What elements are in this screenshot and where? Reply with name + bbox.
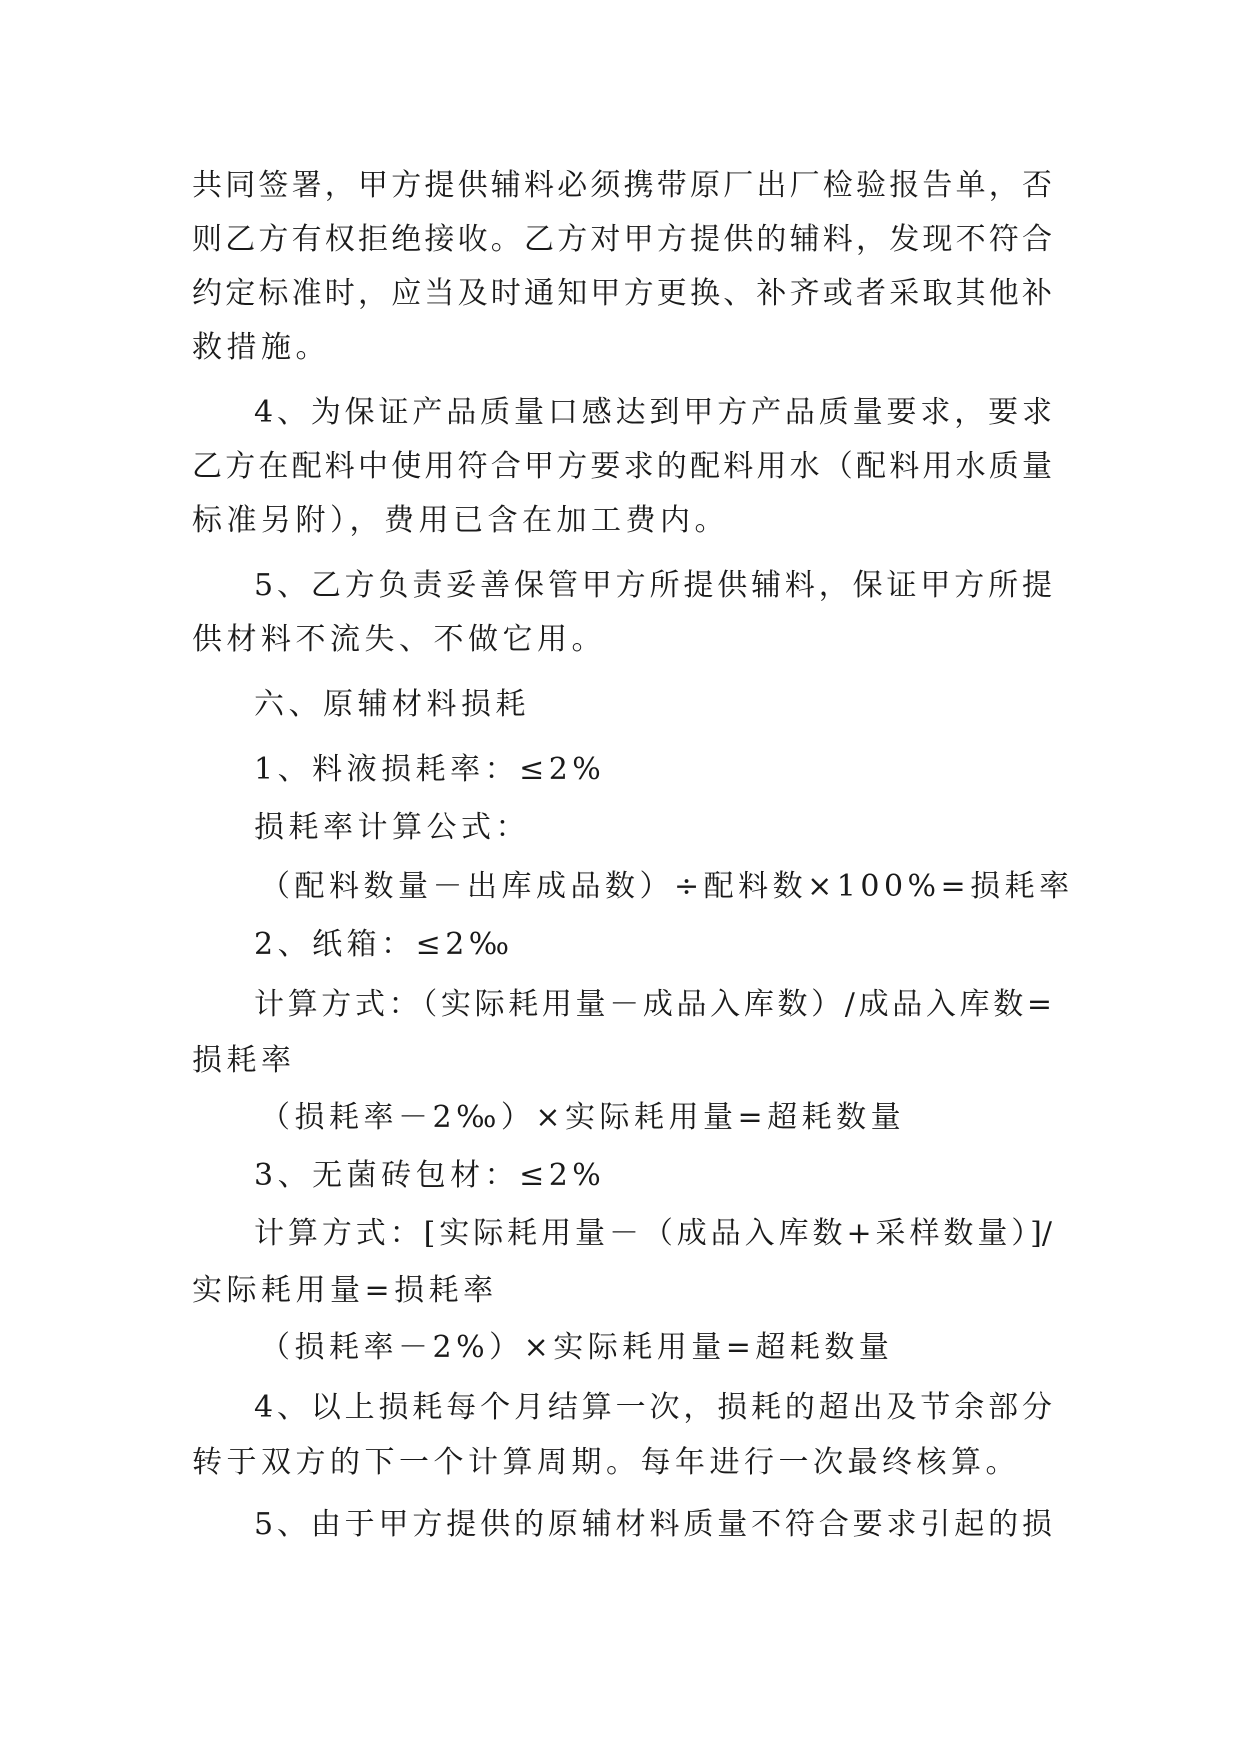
formula-line: （损耗率－2‰）×实际耗用量=超耗数量 <box>260 1100 906 1135</box>
text-line: 标准另附），费用已含在加工费内。 <box>192 503 729 538</box>
section-heading: 六、原辅材料损耗 <box>254 687 530 722</box>
text-line: 实际耗用量=损耗率 <box>192 1273 498 1308</box>
paragraph-start: 2、纸箱：≤2‰ <box>254 927 514 962</box>
text-line: 约定标准时，应当及时通知甲方更换、补齐或者采取其他补 <box>192 276 1052 311</box>
text-line: 乙方在配料中使用符合甲方要求的配料用水（配料用水质量 <box>192 449 1052 484</box>
paragraph-start: 4、以上损耗每个月结算一次，损耗的超出及节余部分 <box>254 1390 1052 1425</box>
text-line: 救措施。 <box>192 330 330 365</box>
paragraph-start: 计算方式：（实际耗用量－成品入库数）/成品入库数= <box>254 987 1052 1022</box>
formula-line: （损耗率－2%）×实际耗用量=超耗数量 <box>260 1330 894 1365</box>
text-line: 则乙方有权拒绝接收。乙方对甲方提供的辅料，发现不符合 <box>192 222 1052 257</box>
paragraph-start: 计算方式：[实际耗用量－（成品入库数+采样数量）]/ <box>254 1216 1052 1251</box>
paragraph-start: 4、为保证产品质量口感达到甲方产品质量要求，要求 <box>254 395 1052 430</box>
text-line: 转于双方的下一个计算周期。每年进行一次最终核算。 <box>192 1445 1020 1480</box>
paragraph-start: 损耗率计算公式： <box>254 810 530 845</box>
text-line: 损耗率 <box>192 1043 296 1078</box>
paragraph-start: 5、乙方负责妥善保管甲方所提供辅料，保证甲方所提 <box>254 568 1052 603</box>
paragraph-start: 1、料液损耗率：≤2% <box>254 752 606 787</box>
paragraph-start: 5、由于甲方提供的原辅材料质量不符合要求引起的损 <box>254 1507 1052 1542</box>
paragraph-start: 3、无菌砖包材：≤2% <box>254 1158 606 1193</box>
text-line: 共同签署，甲方提供辅料必须携带原厂出厂检验报告单，否 <box>192 168 1052 203</box>
formula-line: （配料数量－出库成品数）÷配料数×100%=损耗率 <box>260 869 1074 904</box>
text-line: 供材料不流失、不做它用。 <box>192 622 606 657</box>
